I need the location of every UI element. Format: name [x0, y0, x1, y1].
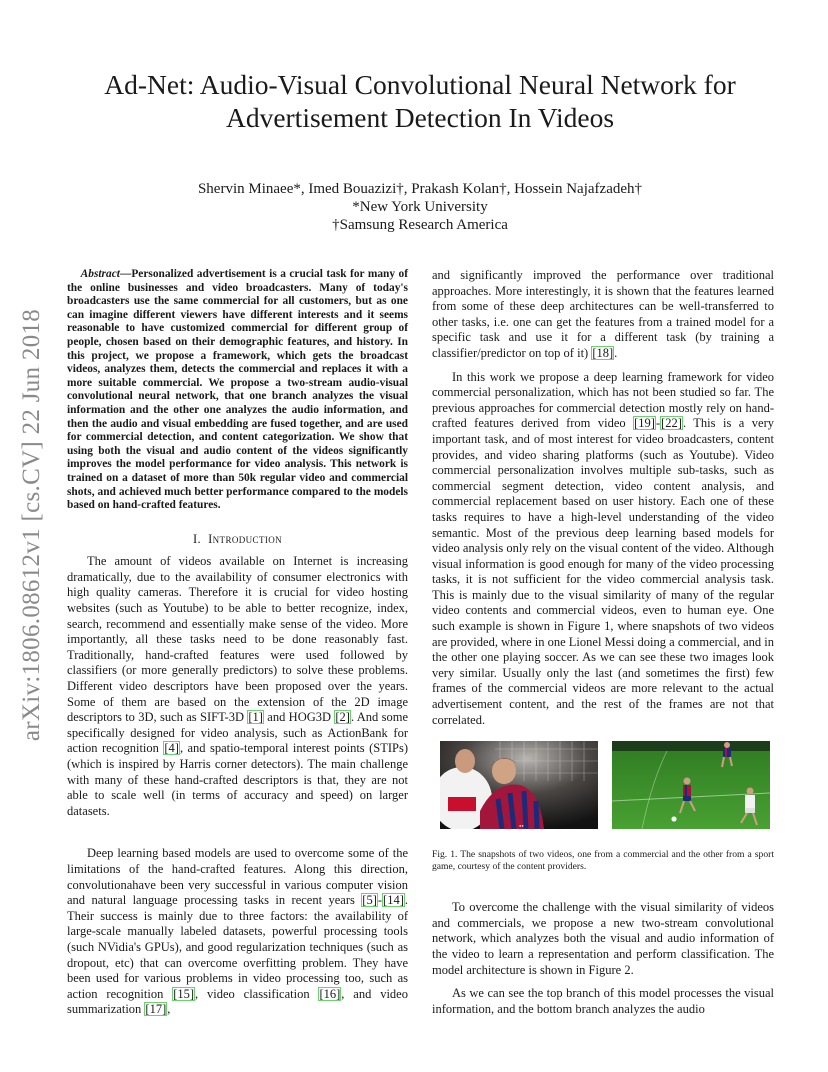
citation-link[interactable]: [22]	[661, 416, 682, 431]
citation-link[interactable]: [17]	[145, 1002, 167, 1017]
citation-link[interactable]: [1]	[248, 710, 263, 725]
paper-title	[70, 68, 770, 134]
abstract	[67, 268, 408, 513]
citation-link[interactable]: [16]	[319, 986, 341, 1001]
text-run: . This is a very important task, and of most interest for video broadcasters, content provides, and video sharing platforms (such as Youtube). Video commercial personalization involves multiple sub-tasks, such as commercial segment detection, video content analysis, and commercial replacement based on user history. Each one of these tasks requires to have a high-level understanding of the video semantic. Most of the previous deep learning based models for video analysis only rely on the visual content of the video. Although visual information is good enough for many of the video processing tasks, it is not sufficient for the video commercial analysis task. This is mainly due to the visual similarity of many of the regular video contents and commercial videos, even to human eye. One such example is shown in Figure 1, where snapshots of two videos are provided, where in one Lionel Messi doing a commercial, and in the other one playing soccer. As we can see these two images look very similar. Usually only the last (and sometimes the first) few frames of the commercial videos are more relevant to the actual advertisement content, and the rest of the frames are not that correlated.	[432, 416, 774, 727]
text-run: and significantly improved the performance over traditional approaches. More interestingly, it is shown that the features learned from some of these deep architectures can be well-transferred to other tasks, i.e. one can get the features from a trained model for a specific task and use it for a different task (by training a classifier/predictor on top of it)	[432, 268, 774, 360]
citation-link[interactable]: [5]	[362, 893, 377, 908]
commercial-snapshot-art	[440, 741, 598, 829]
text-run: , and spatio-temporal interest points (STIPs) (which is inspired by Harris corner detectors). The main challenge with many of these hand-crafted descriptors is that, they are not able to scale well (in terms of accuracy and speed) on larger datasets.	[67, 741, 408, 818]
text-run: In this work we propose a deep learning framework for video commercial personalization, which has not been studied so far. The previous approaches for commercial detection mostly rely on hand-crafted features derived from video	[432, 369, 774, 431]
abstract-text: —Personalized advertisement is a crucial task for many of the online businesses and video broadcasters. Many of today's broadcasters use the same commercial for all customers, but as one can imagine different viewers have different interests and it seems reasonable to have customized commercial for different group of people, chosen based on their demographic features, and history. In this project, we propose a framework, which gets the broadcast videos, analyzes them, detects the commercial and replaces it with a more suitable commercial. We propose a two-stream audio-visual convolutional neural network, that one branch analyzes the visual information and the other one analyzes the audio information, and then the audio and visual embedding are fused together, and are used for commercial detection, and content categorization. We show that using both the visual and audio content of the videos significantly improves the model performance for video analysis. This network is trained on a dataset of more than 50k regular video and commercial shots, and achieved much better performance compared to the models based on hand-crafted features.	[67, 268, 408, 512]
citation-link[interactable]: [19]	[634, 416, 655, 431]
sport-game-snapshot-image	[612, 741, 770, 829]
text-run: . Their success is mainly due to three factors: the availability of large-scale manually labeled datasets, powerful processing tools (such NVidia's GPUs), and good regularization techniques (such as dropout, etc) that can overcome overfitting problem. They have been used for various problems in video processing too, such as action recognition	[67, 893, 408, 1001]
right-paragraph-2	[432, 370, 774, 729]
right-paragraph-4: As we can see the top branch of this model processes the visual information, and the bottom branch analyzes the audio	[432, 986, 774, 1016]
text-run: , video classification	[195, 986, 319, 1001]
author-names: Shervin Minaee*, Imed Bouazizi†, Prakash Kolan†, Hossein Najafzadeh†	[197, 181, 643, 197]
title-line-2: Advertisement Detection In Videos	[225, 102, 615, 133]
intro-paragraph-2	[67, 846, 408, 1018]
section-numeral: I.	[192, 531, 202, 546]
section-title: Introduction	[208, 531, 283, 546]
right-paragraph-3: To overcome the challenge with the visual similarity of videos and commercials, we propose a new two-stream convolutional network, which analyzes both the visual and audio information of the video to learn a representation and perform classification. The model architecture is shown in Figure 2.	[432, 900, 774, 977]
citation-link[interactable]: [2]	[335, 710, 350, 725]
citation-link[interactable]: [4]	[164, 741, 179, 756]
author-block	[70, 180, 770, 234]
svg-text:●●: ●●	[519, 823, 524, 829]
sport-game-snapshot-art	[612, 741, 770, 829]
figure-1-caption: Fig. 1. The snapshots of two videos, one from a commercial and the other from a sport game, courtesy of the content providers.	[432, 849, 774, 873]
text-run: and HOG3D	[263, 710, 335, 725]
text-run: , and video summarization	[67, 986, 408, 1017]
arxiv-id: arXiv:1806.08612v1 [cs.CV] 22 Jun 2018	[18, 308, 46, 742]
citation-link[interactable]: [14]	[383, 893, 404, 908]
figure-1	[440, 741, 770, 829]
abstract-label: Abstract	[80, 268, 120, 280]
title-line-1: Ad-Net: Audio-Visual Convolutional Neural Network for	[104, 69, 736, 100]
text-run: ,	[167, 1002, 171, 1017]
text-run: The amount of videos available on Internet is increasing dramatically, due to the availability of consumer electronics with high quality cameras. Therefore it is crucial for video hosting websites (such as Youtube) to be able to better recognize, index, search, recommend and essentially make sense of the video. More importantly, all these tasks need to be done reasonably fast. Traditionally, hand-crafted features were used followed by classifiers (or more generally predictors) to solve these problems. Different video descriptors have been proposed over the years. Some of them are based on the extension of the 2D image descriptors to 3D, such as SIFT-3D	[67, 554, 408, 725]
text-run: Deep learning based models are used to overcome some of the limitations of the hand-crafted features. Along this direction, convolutionahave been very successful in various computer vision and natural language processing tasks in recent years	[67, 846, 408, 908]
section-heading-introduction	[67, 532, 408, 548]
text-run: -	[655, 416, 661, 431]
right-column	[432, 268, 774, 1017]
intro-paragraph-1	[67, 554, 408, 819]
right-paragraph-1	[432, 268, 774, 362]
commercial-snapshot-image	[440, 741, 598, 829]
citation-link[interactable]: [18]	[592, 345, 614, 360]
affiliation-nyu: *New York University	[352, 199, 488, 215]
left-column	[67, 268, 408, 1018]
arxiv-sidebar-stamp	[8, 290, 56, 760]
affiliation-samsung: †Samsung Research America	[332, 217, 508, 233]
citation-link[interactable]: [15]	[173, 986, 195, 1001]
text-run: -	[377, 893, 383, 908]
text-run: . And some specifically designed for video analysis, such as ActionBank for action recognition	[67, 710, 408, 756]
text-run: .	[614, 345, 618, 360]
